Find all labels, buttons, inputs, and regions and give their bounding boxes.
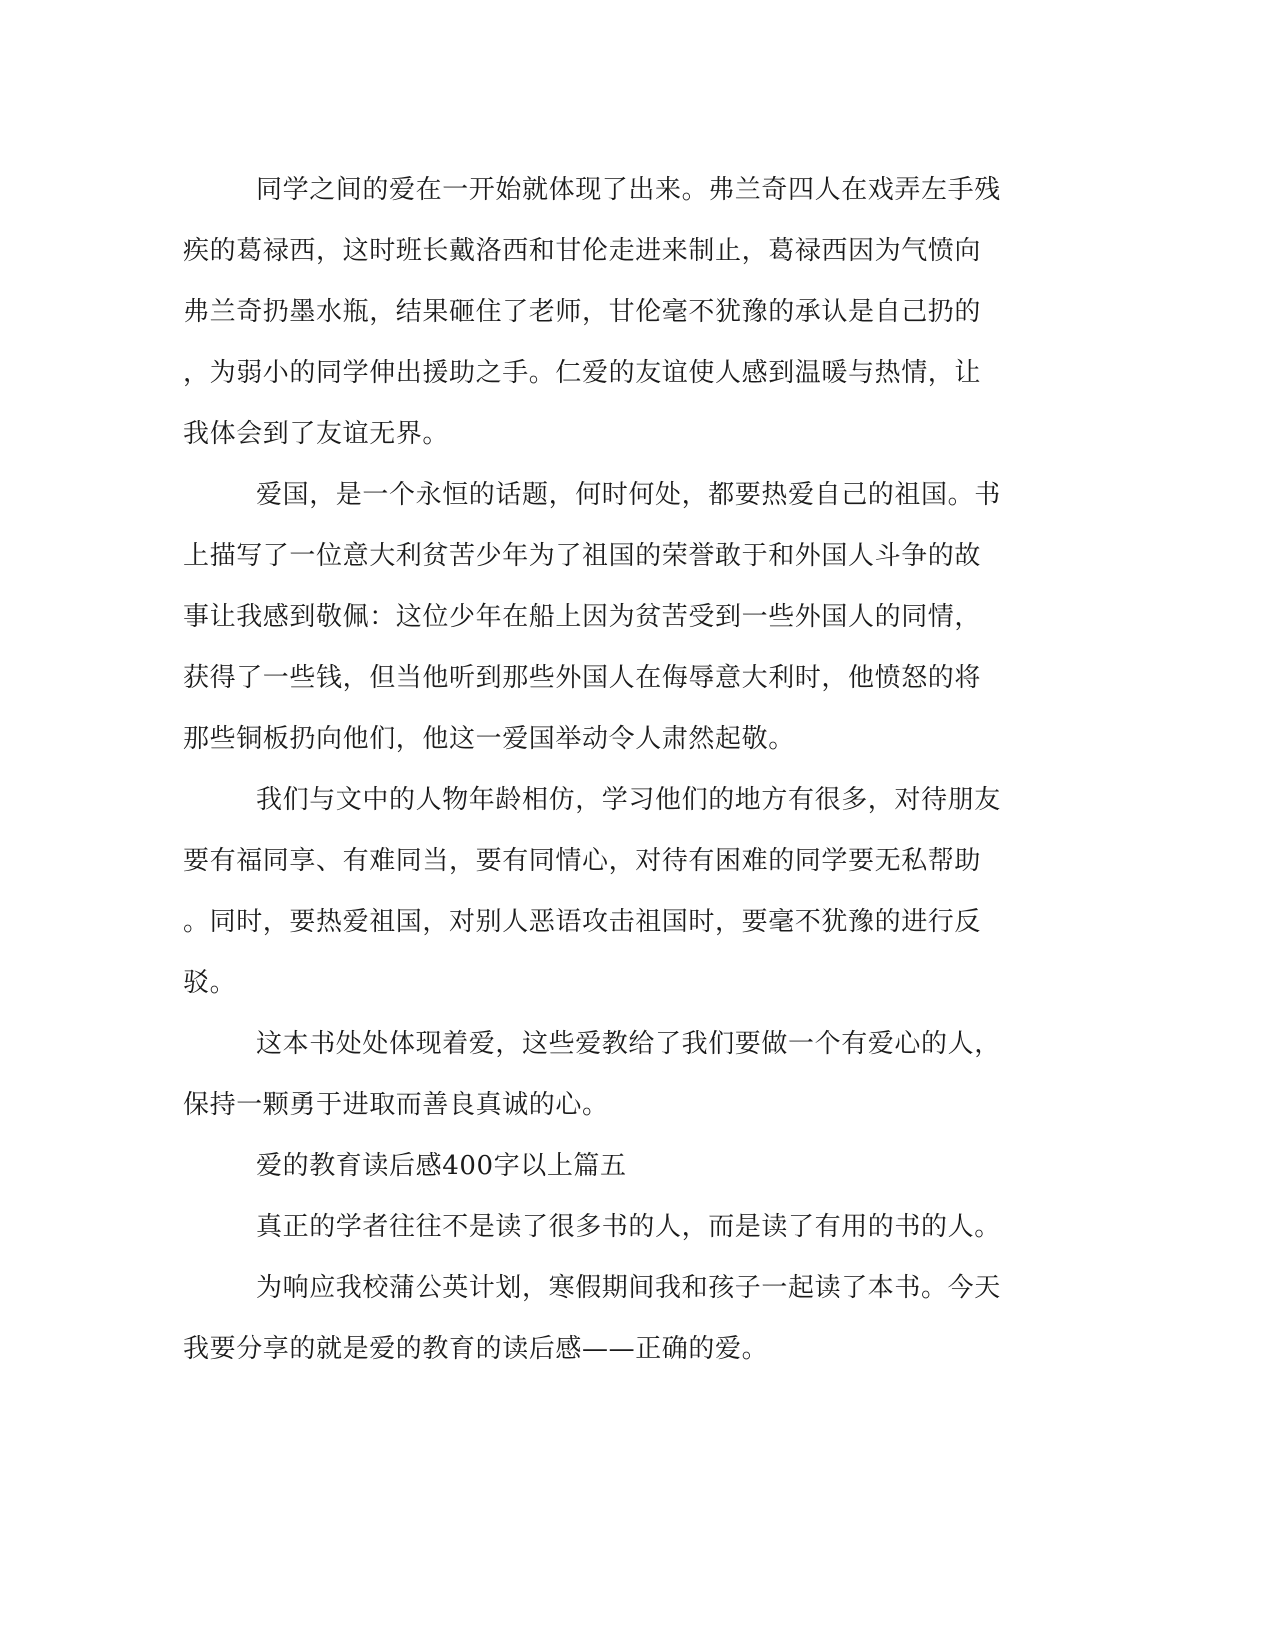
paragraph-classmate-love [183, 160, 1041, 465]
text-line: 我们与文中的人物年龄相仿，学习他们的地方有很多，对待朋友 [256, 785, 1001, 815]
text-line: 我要分享的就是爱的教育的读后感——正确的爱。 [183, 1334, 769, 1364]
text-line: 事让我感到敬佩：这位少年在船上因为贫苦受到一些外国人的同情， [183, 602, 982, 632]
text-line: 同学之间的爱在一开始就体现了出来。弗兰奇四人在戏弄左手残 [256, 175, 1001, 205]
text-line: 保持一颗勇于进取而善良真诚的心。 [183, 1090, 609, 1120]
text-line: 这本书处处体现着爱，这些爱教给了我们要做一个有爱心的人， [256, 1029, 1001, 1059]
text-line: 。同时，要热爱祖国，对别人恶语攻击祖国时，要毫不犹豫的进行反 [183, 907, 982, 937]
section-heading-text: 爱的教育读后感400字以上篇五 [256, 1151, 627, 1181]
section-heading [183, 1136, 1041, 1197]
text-line: 上描写了一位意大利贫苦少年为了祖国的荣誉敢于和外国人斗争的故 [183, 541, 982, 571]
text-line: 疾的葛禄西，这时班长戴洛西和甘伦走进来制止，葛禄西因为气愤向 [183, 236, 982, 266]
text-line: ，为弱小的同学伸出援助之手。仁爱的友谊使人感到温暖与热情，让 [183, 358, 982, 388]
paragraph-learning [183, 770, 1041, 1014]
text-line: 弗兰奇扔墨水瓶，结果砸住了老师，甘伦毫不犹豫的承认是自己扔的 [183, 297, 982, 327]
text-line: 要有福同享、有难同当，要有同情心，对待有困难的同学要无私帮助 [183, 846, 982, 876]
paragraph-conclusion [183, 1014, 1041, 1136]
text-line: 为响应我校蒲公英计划，寒假期间我和孩子一起读了本书。今天 [256, 1273, 1001, 1303]
text-line: 那些铜板扔向他们，他这一爱国举动令人肃然起敬。 [183, 724, 795, 754]
text-line: 真正的学者往往不是读了很多书的人，而是读了有用的书的人。 [256, 1212, 1001, 1242]
document-body [183, 160, 1041, 1380]
paragraph-scholar-quote [183, 1197, 1041, 1258]
text-line: 获得了一些钱，但当他听到那些外国人在侮辱意大利时，他愤怒的将 [183, 663, 982, 693]
paragraph-patriotism [183, 465, 1041, 770]
text-line: 驳。 [183, 968, 237, 998]
paragraph-dandelion-plan [183, 1258, 1041, 1380]
text-line: 爱国，是一个永恒的话题，何时何处，都要热爱自己的祖国。书 [256, 480, 1001, 510]
text-line: 我体会到了友谊无界。 [183, 419, 450, 449]
